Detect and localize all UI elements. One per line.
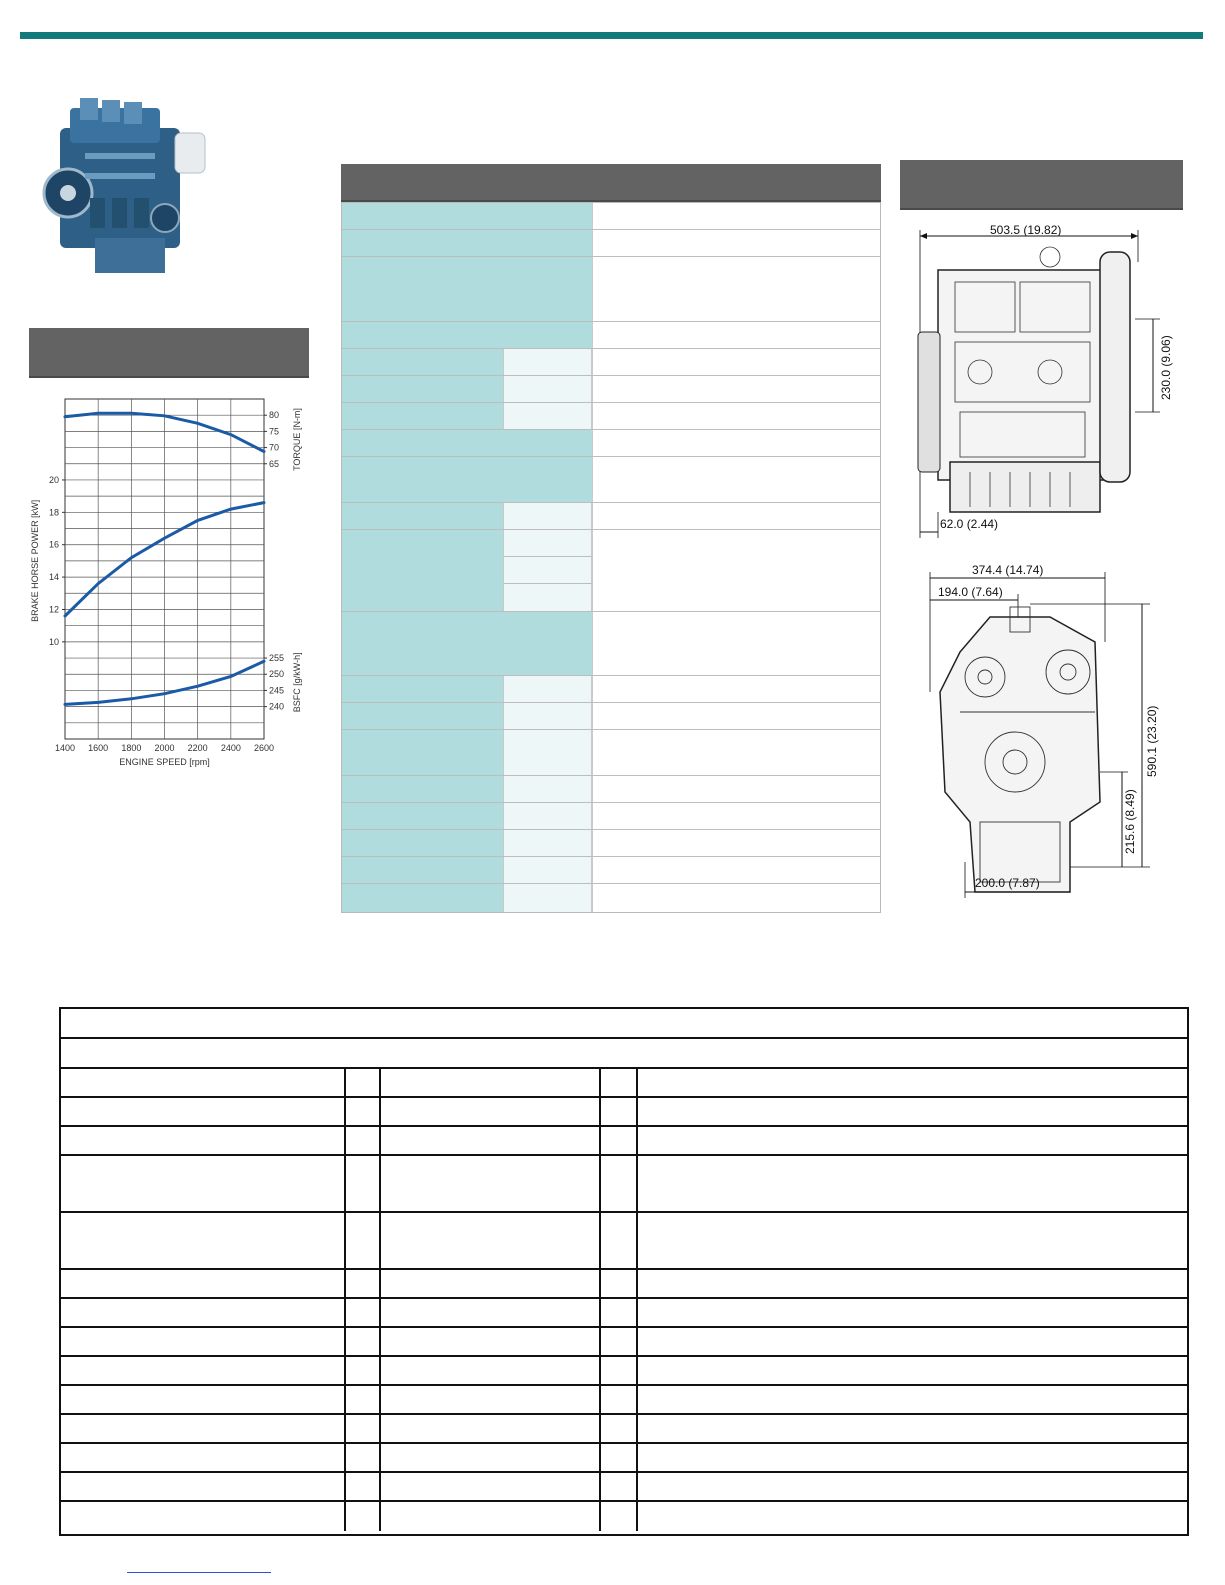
table-row bbox=[61, 1299, 1187, 1328]
tick-label: 75 bbox=[269, 426, 280, 437]
table-cell bbox=[346, 1328, 381, 1355]
axis-label: TORQUE [N-m] bbox=[292, 408, 302, 471]
spec-row bbox=[342, 457, 880, 503]
tick-label: 20 bbox=[48, 474, 59, 485]
tick-label: 255 bbox=[269, 653, 285, 664]
table-cell bbox=[346, 1270, 381, 1297]
spec-row bbox=[342, 322, 880, 349]
table-cell bbox=[61, 1156, 346, 1211]
engine-photo bbox=[40, 98, 215, 278]
table-row bbox=[61, 1270, 1187, 1299]
dim-side-height: 230.0 (9.06) bbox=[1159, 335, 1173, 400]
tick-label: 250 bbox=[269, 669, 285, 680]
table-cell bbox=[381, 1156, 601, 1211]
table-cell bbox=[601, 1328, 638, 1355]
table-cell bbox=[346, 1444, 381, 1471]
axis-label: BSFC [g/kW-h] bbox=[292, 652, 302, 713]
dim-front-height: 590.1 (23.20) bbox=[1145, 705, 1159, 777]
table-cell bbox=[346, 1473, 381, 1500]
table-cell bbox=[61, 1328, 346, 1355]
table-cell bbox=[601, 1473, 638, 1500]
table-cell bbox=[61, 1415, 346, 1442]
table-cell bbox=[601, 1502, 638, 1531]
table-row bbox=[61, 1156, 1187, 1213]
table-cell bbox=[346, 1386, 381, 1413]
table-cell bbox=[601, 1270, 638, 1297]
feature-table bbox=[59, 1007, 1189, 1536]
tick-label: 10 bbox=[48, 636, 59, 647]
table-row bbox=[61, 1098, 1187, 1127]
spec-row bbox=[342, 676, 880, 703]
x-tick-label: 1800 bbox=[121, 743, 142, 753]
table-cell bbox=[346, 1415, 381, 1442]
dim-front-half: 194.0 (7.64) bbox=[938, 585, 1003, 599]
spec-row bbox=[342, 730, 880, 776]
performance-header bbox=[29, 328, 309, 378]
table-cell bbox=[381, 1270, 601, 1297]
table-cell bbox=[346, 1299, 381, 1326]
table-cell bbox=[601, 1127, 638, 1154]
tick-label: 70 bbox=[269, 442, 280, 453]
table-cell bbox=[346, 1213, 381, 1268]
spec-row bbox=[342, 776, 880, 803]
table-cell bbox=[601, 1386, 638, 1413]
table-row bbox=[61, 1328, 1187, 1357]
table-cell bbox=[601, 1415, 638, 1442]
table-row bbox=[61, 1357, 1187, 1386]
tick-label: 65 bbox=[269, 458, 280, 469]
table-cell bbox=[601, 1299, 638, 1326]
table-cell bbox=[381, 1299, 601, 1326]
table-title-row bbox=[61, 1009, 1187, 1039]
table-cell bbox=[346, 1127, 381, 1154]
tick-label: 14 bbox=[48, 572, 59, 583]
spec-row bbox=[342, 503, 880, 530]
specifications-header bbox=[341, 164, 881, 202]
table-cell bbox=[381, 1328, 601, 1355]
table-row bbox=[61, 1444, 1187, 1473]
spec-row bbox=[342, 803, 880, 830]
dim-front-width: 374.4 (14.74) bbox=[972, 563, 1044, 577]
table-row bbox=[61, 1069, 1187, 1098]
spec-row bbox=[342, 257, 880, 322]
table-cell bbox=[61, 1213, 346, 1268]
dim-side-offset: 62.0 (2.44) bbox=[940, 517, 999, 531]
tick-label: 18 bbox=[48, 507, 59, 518]
accent-bar bbox=[20, 32, 1203, 39]
table-cell bbox=[601, 1098, 638, 1125]
table-cell bbox=[61, 1444, 346, 1471]
spec-row-group bbox=[342, 530, 880, 611]
table-cell bbox=[346, 1156, 381, 1211]
table-cell bbox=[61, 1502, 346, 1531]
table-cell bbox=[346, 1069, 381, 1096]
table-row bbox=[61, 1502, 1187, 1531]
spec-row bbox=[342, 611, 880, 676]
dimensions-header bbox=[900, 160, 1183, 210]
table-cell bbox=[601, 1357, 638, 1384]
table-row bbox=[61, 1473, 1187, 1502]
table-cell bbox=[346, 1098, 381, 1125]
table-cell bbox=[381, 1473, 601, 1500]
spec-row bbox=[342, 430, 880, 457]
table-row bbox=[61, 1386, 1187, 1415]
table-row bbox=[61, 1415, 1187, 1444]
table-cell bbox=[381, 1098, 601, 1125]
tick-label: 80 bbox=[269, 410, 280, 421]
table-cell bbox=[61, 1098, 346, 1125]
x-axis-label: ENGINE SPEED [rpm] bbox=[119, 757, 210, 767]
spec-row bbox=[342, 349, 880, 376]
spec-row bbox=[342, 703, 880, 730]
spec-row bbox=[342, 230, 880, 257]
table-cell bbox=[61, 1473, 346, 1500]
footer-link[interactable] bbox=[127, 1572, 271, 1573]
table-cell bbox=[601, 1213, 638, 1268]
dim-front-bottom: 200.0 (7.87) bbox=[975, 876, 1040, 890]
spec-row bbox=[342, 376, 880, 403]
table-cell bbox=[381, 1444, 601, 1471]
table-row bbox=[61, 1213, 1187, 1270]
axis-label: BRAKE HORSE POWER [kW] bbox=[30, 499, 40, 622]
x-tick-label: 2400 bbox=[220, 743, 241, 753]
table-cell bbox=[61, 1127, 346, 1154]
x-tick-label: 2600 bbox=[253, 743, 275, 753]
table-row bbox=[61, 1127, 1187, 1156]
table-cell bbox=[346, 1502, 381, 1531]
dim-side-width: 503.5 (19.82) bbox=[990, 223, 1062, 237]
table-cell bbox=[346, 1357, 381, 1384]
tick-label: 12 bbox=[48, 604, 59, 615]
spec-row bbox=[342, 203, 880, 230]
table-cell bbox=[601, 1069, 638, 1096]
table-cell bbox=[601, 1444, 638, 1471]
specifications-table bbox=[341, 202, 881, 913]
table-cell bbox=[381, 1127, 601, 1154]
table-subtitle-row bbox=[61, 1039, 1187, 1069]
table-cell bbox=[381, 1213, 601, 1268]
x-tick-label: 1400 bbox=[54, 743, 76, 753]
tick-label: 245 bbox=[269, 685, 285, 696]
table-cell bbox=[61, 1270, 346, 1297]
spec-row bbox=[342, 830, 880, 857]
table-cell bbox=[381, 1357, 601, 1384]
table-cell bbox=[381, 1502, 601, 1531]
table-cell bbox=[601, 1156, 638, 1211]
dim-front-lower: 215.6 (8.49) bbox=[1123, 789, 1137, 854]
spec-row bbox=[342, 857, 880, 884]
table-cell bbox=[61, 1069, 346, 1096]
table-cell bbox=[381, 1415, 601, 1442]
table-cell bbox=[61, 1386, 346, 1413]
spec-row bbox=[342, 403, 880, 430]
tick-label: 240 bbox=[269, 701, 285, 712]
performance-chart bbox=[28, 395, 318, 770]
x-tick-label: 1600 bbox=[88, 743, 109, 753]
spec-row bbox=[342, 884, 880, 912]
table-cell bbox=[381, 1386, 601, 1413]
table-cell bbox=[381, 1069, 601, 1096]
table-cell bbox=[61, 1357, 346, 1384]
table-cell bbox=[61, 1299, 346, 1326]
side-view-drawing bbox=[910, 222, 1180, 552]
x-tick-label: 2000 bbox=[154, 743, 175, 753]
tick-label: 16 bbox=[48, 539, 59, 550]
x-tick-label: 2200 bbox=[187, 743, 208, 753]
front-view-drawing bbox=[920, 562, 1180, 912]
